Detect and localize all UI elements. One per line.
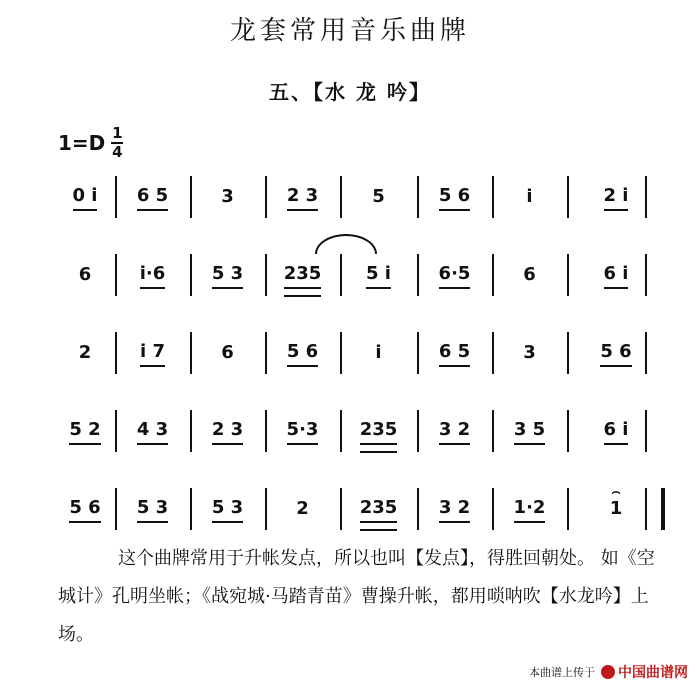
footer-prefix: 本曲谱上传于: [529, 666, 595, 679]
measure-notes: 2: [296, 498, 309, 519]
measure-notes: i·6: [140, 263, 166, 289]
measure: [115, 254, 190, 298]
measure: [115, 176, 190, 220]
measure-notes: 6 i: [604, 419, 629, 445]
measure-notes: 3 5: [514, 419, 545, 445]
measure-notes: 5 6: [69, 497, 100, 523]
measure-notes: 5 i: [366, 263, 391, 289]
measure-notes: 1·2: [514, 497, 546, 523]
meter-bottom: 4: [112, 143, 123, 161]
footer: [529, 662, 688, 682]
measure: [567, 484, 665, 532]
piece-title: 五、【水 龙 吟】: [269, 80, 431, 104]
measure-notes: 5 6: [287, 341, 318, 367]
time-signature: [111, 126, 123, 160]
measure: [190, 254, 265, 298]
measure-notes: 3 2: [439, 419, 470, 445]
underline-beam: [360, 529, 398, 531]
fermata-icon: ⌢: [611, 484, 621, 500]
measure-notes: 5 2: [69, 419, 100, 445]
measure-notes: 5 3: [212, 263, 243, 289]
measure-notes: 5 6: [439, 185, 470, 211]
measure: [115, 488, 190, 532]
measure: [567, 176, 665, 220]
measure-notes: 6 5: [439, 341, 470, 367]
measure: [567, 254, 665, 298]
measure-notes: 5·3: [287, 419, 319, 445]
measure: [492, 332, 567, 376]
measure-notes: 3: [221, 186, 234, 207]
measure: [340, 410, 417, 454]
measure: [567, 410, 665, 454]
underline-beam: [284, 295, 322, 297]
measure: [492, 410, 567, 454]
score-row: [55, 254, 665, 298]
measure-notes: 2 3: [287, 185, 318, 211]
measure-notes: 235: [360, 497, 398, 523]
measure-notes: 4 3: [137, 419, 168, 445]
measure: [55, 410, 115, 454]
measure-notes: 235: [284, 263, 322, 289]
meter-top: 1: [112, 124, 123, 142]
measure: [567, 332, 665, 376]
measure-notes: 3: [523, 342, 536, 363]
measure: [492, 488, 567, 532]
measure-notes: i: [526, 186, 533, 207]
measure: [417, 176, 492, 220]
score-row: [55, 176, 665, 220]
score-row: [55, 484, 665, 532]
measure: [190, 488, 265, 532]
measure-notes: 0 i: [73, 185, 98, 211]
measure: [190, 410, 265, 454]
measure: [417, 332, 492, 376]
measure: [340, 488, 417, 532]
measure: [55, 488, 115, 532]
measure: [115, 332, 190, 376]
page-title: 龙套常用音乐曲牌: [229, 16, 470, 46]
score-row: [55, 332, 665, 376]
measure-notes: 6: [523, 264, 536, 285]
measure: [340, 176, 417, 220]
measure-notes: i 7: [140, 341, 165, 367]
measure: [190, 176, 265, 220]
underline-beam: [360, 451, 398, 453]
measure-notes: 2 i: [604, 185, 629, 211]
measure-notes: 3 2: [439, 497, 470, 523]
measure-notes: 6 5: [137, 185, 168, 211]
measure: [492, 254, 567, 298]
score-row: [55, 410, 665, 454]
measure: [190, 332, 265, 376]
measure-notes: 6: [221, 342, 234, 363]
measure: [340, 254, 417, 298]
measure-notes: i: [375, 342, 382, 363]
measure: [265, 332, 340, 376]
site-name: 中国曲谱网: [618, 665, 688, 681]
site-logo[interactable]: [601, 662, 688, 682]
measure: [417, 488, 492, 532]
measure-notes: 6: [78, 264, 92, 285]
measure-notes: 2 3: [212, 419, 243, 445]
measure-notes: 5 3: [212, 497, 243, 523]
key-label: 1=D: [58, 131, 106, 155]
measure-notes: 6·5: [439, 263, 471, 289]
measure: [417, 254, 492, 298]
measure-notes: 5: [372, 186, 385, 207]
measure-notes: 235: [360, 419, 398, 445]
measure: [55, 332, 115, 376]
measure: [492, 176, 567, 220]
measure-notes: 1 ⌢: [609, 484, 623, 519]
measure: [340, 332, 417, 376]
measure-notes: 5 6: [600, 341, 631, 367]
measure: [265, 176, 340, 220]
key-signature: [58, 121, 123, 165]
measure: [265, 488, 340, 532]
slur-mark: [315, 234, 377, 254]
measure: [115, 410, 190, 454]
measure-notes: 5 3: [137, 497, 168, 523]
measure: [265, 254, 340, 298]
measure: [265, 410, 340, 454]
logo-icon: [601, 665, 615, 679]
measure: [417, 410, 492, 454]
measure: [55, 176, 115, 220]
measure-notes: 6 i: [604, 263, 629, 289]
measure-notes: 2: [78, 342, 92, 363]
commentary-text: 这个曲牌常用于升帐发点，所以也叫【发点】，得胜回朝处。 如《空城计》孔明坐帐；《战宛城·马踏青苗》曹操升帐，都用唢呐吹【水龙吟】上场。: [58, 548, 655, 645]
measure: [55, 254, 115, 298]
